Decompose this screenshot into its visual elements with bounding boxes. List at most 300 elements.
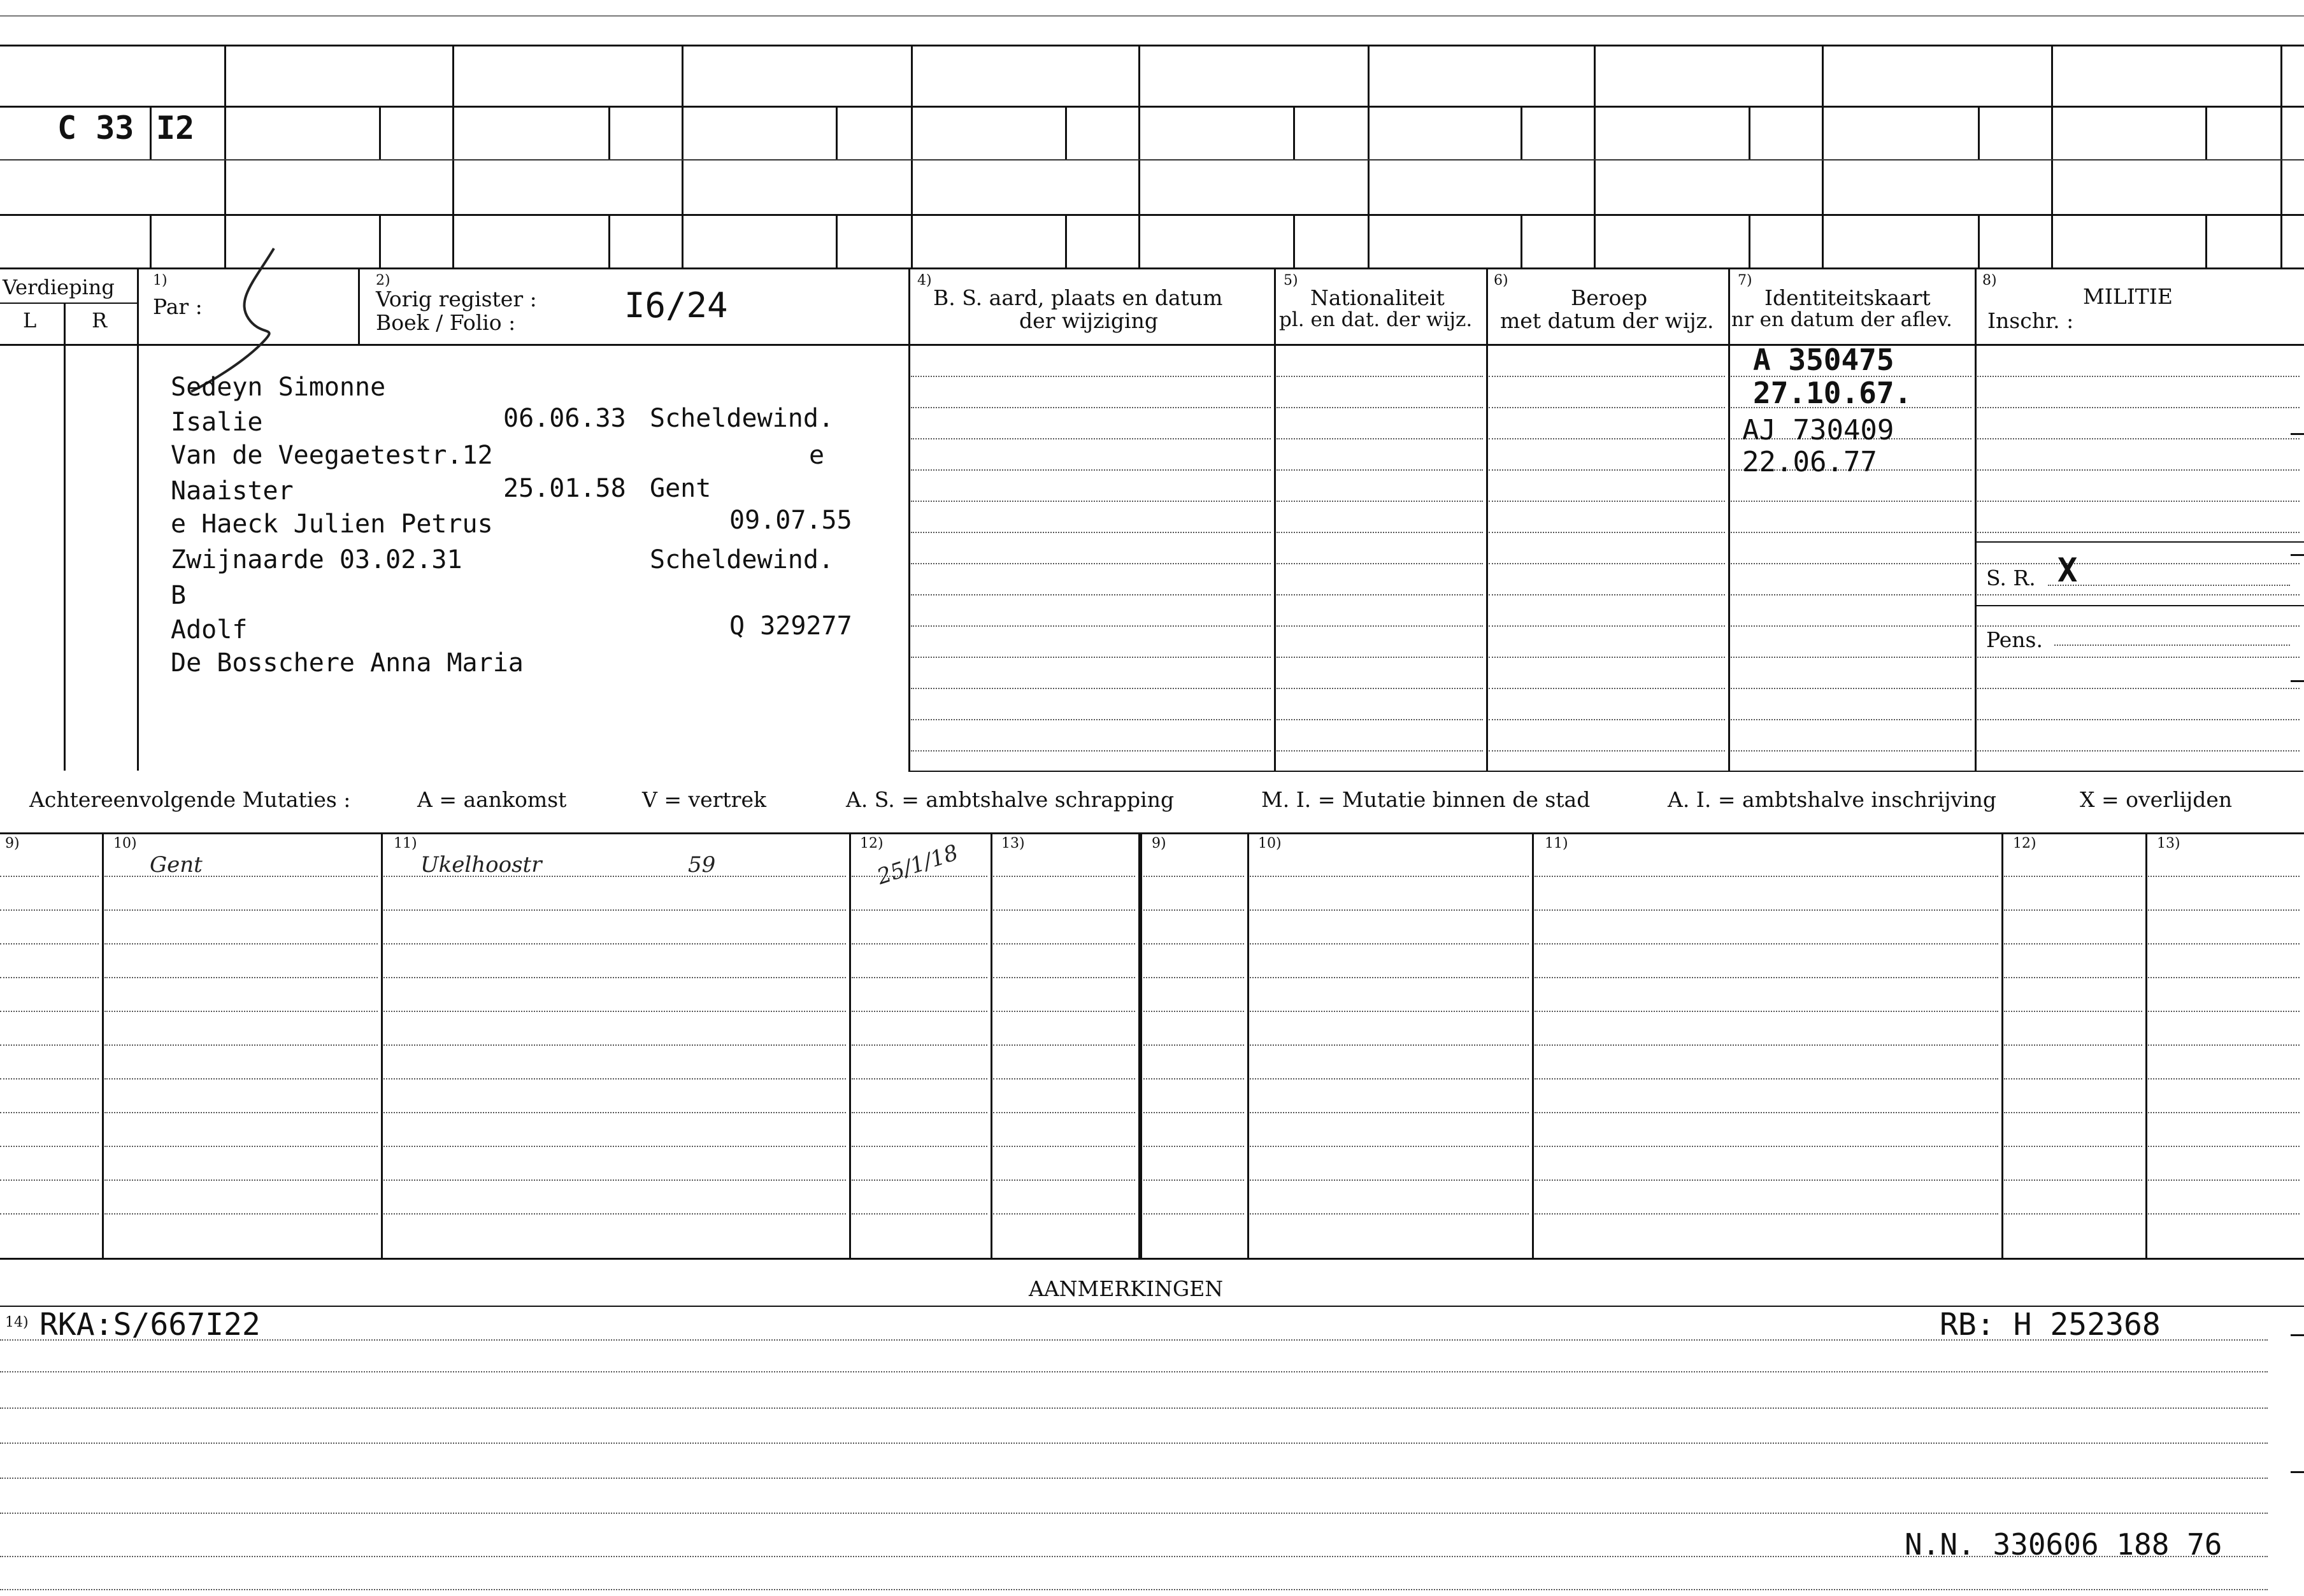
- ruled-line: [2148, 909, 2300, 911]
- ruled-line: [1143, 1078, 1244, 1079]
- address-note: e: [809, 441, 825, 470]
- top-grid-line: [0, 214, 2304, 216]
- ruled-line: [0, 1443, 2268, 1444]
- ruled-line: [1277, 438, 1483, 439]
- ruled-line: [1977, 407, 2300, 408]
- ruled-line: [1977, 719, 2300, 720]
- ruled-line: [1977, 750, 2300, 752]
- ruled-line: [911, 532, 1271, 533]
- aanmerkingen-title: AANMERKINGEN: [1029, 1276, 1224, 1301]
- ruled-line: [0, 977, 99, 978]
- top-grid-subdivider: [1065, 214, 1067, 267]
- col-number: 4): [917, 273, 932, 289]
- ruled-line: [1277, 688, 1483, 689]
- ruled-line: [852, 1146, 987, 1147]
- ruled-line: [993, 1078, 1135, 1079]
- ruled-line: [1535, 1078, 1998, 1079]
- body-bottom-line: [908, 771, 2303, 772]
- spouse-date: 09.07.55: [729, 506, 852, 535]
- col-divider: [137, 267, 139, 771]
- rka-reference: RKA:S/667I22: [39, 1307, 261, 1343]
- top-grid-subdivider: [2205, 106, 2207, 159]
- ruled-line: [2004, 1078, 2142, 1079]
- col-number: 11): [394, 836, 417, 851]
- vorig-register-label: Vorig register :: [376, 287, 537, 311]
- ruled-line: [2004, 1011, 2142, 1012]
- card-code-suffix: I2: [156, 110, 195, 146]
- register-value: I6/24: [624, 285, 728, 325]
- ruled-line: [1250, 1044, 1529, 1046]
- top-grid-subdivider: [836, 106, 838, 159]
- top-grid-line: [0, 106, 2304, 108]
- ruled-line: [1250, 1213, 1529, 1215]
- mutation-code-as: A. S. = ambtshalve schrapping: [846, 787, 1175, 812]
- ruled-line: [1489, 594, 1725, 595]
- ruled-line: [1277, 532, 1483, 533]
- ruled-line: [383, 1179, 846, 1181]
- ruled-line: [1731, 501, 1971, 502]
- ruled-line: [1489, 407, 1725, 408]
- ruled-line: [1489, 532, 1725, 533]
- ruled-line: [0, 1589, 2268, 1590]
- ruled-line: [911, 625, 1271, 627]
- ruled-line: [1535, 876, 1998, 877]
- ruled-line: [1277, 469, 1483, 471]
- ruled-line: [2148, 943, 2300, 944]
- ruled-line: [993, 1044, 1135, 1046]
- marriage-date: 25.01.58: [503, 474, 626, 503]
- top-grid-subdivider: [1978, 214, 1980, 267]
- top-grid-subdivider: [608, 106, 610, 159]
- top-grid-line: [0, 45, 2304, 46]
- top-grid-subdivider: [1293, 106, 1295, 159]
- edge-tick: [2291, 1471, 2304, 1473]
- ruled-line: [911, 438, 1271, 439]
- top-grid-line: [0, 159, 2304, 160]
- lower-col-divider: [1138, 832, 1142, 1258]
- ruled-line: [2004, 1146, 2142, 1147]
- ruled-line: [383, 1011, 846, 1012]
- ruled-line: [0, 1407, 2268, 1409]
- ruled-line: [852, 909, 987, 911]
- ruled-line: [104, 1112, 378, 1113]
- col-number: 13): [2157, 836, 2180, 851]
- lower-col-divider: [849, 832, 851, 1258]
- ruled-line: [1489, 563, 1725, 564]
- ruled-line: [2148, 1078, 2300, 1079]
- ruled-line: [852, 1112, 987, 1113]
- birth-date: 06.06.33: [503, 404, 626, 433]
- col-divider: [1486, 267, 1488, 771]
- ruled-line: [1977, 688, 2300, 689]
- ruled-line: [1250, 1179, 1529, 1181]
- ruled-line: [104, 977, 378, 978]
- header-bottom-line: [0, 344, 2304, 346]
- card-code: C 33: [57, 110, 134, 146]
- reference-number: Q 329277: [729, 611, 852, 641]
- ruled-line: [1977, 438, 2300, 439]
- ruled-line: [0, 1339, 2268, 1341]
- id-card-number: A 350475: [1753, 343, 1894, 377]
- ruled-line: [104, 876, 378, 877]
- ruled-line: [104, 943, 378, 944]
- ruled-line: [104, 1213, 378, 1215]
- ruled-line: [1250, 1112, 1529, 1113]
- col-divider: [64, 303, 66, 771]
- ruled-line: [1143, 1179, 1244, 1181]
- ruled-line: [0, 1146, 99, 1147]
- lower-col-divider: [2145, 832, 2147, 1258]
- ruled-line: [383, 943, 846, 944]
- ruled-line: [1489, 501, 1725, 502]
- mutaties-label: Achtereenvolgende Mutaties :: [29, 787, 351, 812]
- ruled-line: [1535, 943, 1998, 944]
- militie-line: [1975, 541, 2304, 543]
- top-grid-divider: [2280, 45, 2282, 267]
- ruled-line: [993, 1011, 1135, 1012]
- id-card-date: 27.10.67.: [1753, 376, 1912, 410]
- ruled-line: [2148, 1179, 2300, 1181]
- ruled-line: [1977, 376, 2300, 377]
- ruled-line: [2148, 1044, 2300, 1046]
- top-grid-line: [0, 267, 2304, 269]
- ruled-line: [852, 977, 987, 978]
- ruled-line: [0, 1011, 99, 1012]
- ruled-line: [1250, 977, 1529, 978]
- ruled-line: [1535, 1011, 1998, 1012]
- edge-tick: [2291, 1334, 2304, 1336]
- ruled-line: [0, 1044, 99, 1046]
- ruled-line: [1143, 943, 1244, 944]
- ruled-line: [911, 594, 1271, 595]
- verdieping-label: Verdieping: [3, 275, 115, 299]
- ruled-line: [0, 943, 99, 944]
- top-grid-subdivider: [1978, 106, 1980, 159]
- ruled-line: [1277, 750, 1483, 752]
- ruled-line: [104, 1078, 378, 1079]
- pens-label: Pens.: [1986, 627, 2043, 652]
- lower-col-divider: [1247, 832, 1249, 1258]
- floor-right-label: R: [92, 308, 108, 332]
- ruled-line: [993, 1179, 1135, 1181]
- ruled-line: [852, 1213, 987, 1215]
- ruled-line: [1277, 501, 1483, 502]
- ruled-line: [0, 1371, 2268, 1372]
- ruled-line: [0, 909, 99, 911]
- ruled-line: [1489, 657, 1725, 658]
- ruled-line: [383, 1146, 846, 1147]
- lower-table-bottom: [0, 1258, 2304, 1260]
- col-number: 10): [1258, 836, 1282, 851]
- top-grid-subdivider: [1293, 214, 1295, 267]
- ruled-line: [1731, 688, 1971, 689]
- ruled-line: [1143, 909, 1244, 911]
- ruled-line: [2148, 977, 2300, 978]
- ruled-line: [1250, 1078, 1529, 1079]
- ruled-line: [1277, 625, 1483, 627]
- ruled-line: [911, 407, 1271, 408]
- top-grid-subdivider: [1520, 106, 1522, 159]
- ruled-line: [1143, 1044, 1244, 1046]
- col-divider: [908, 267, 910, 771]
- ruled-line: [993, 909, 1135, 911]
- ruled-line: [1731, 532, 1971, 533]
- ruled-line: [2004, 876, 2142, 877]
- col-divider: [1728, 267, 1730, 771]
- ruled-line: [1277, 563, 1483, 564]
- ruled-line: [1143, 977, 1244, 978]
- col-divider: [358, 267, 360, 344]
- ruled-line: [1143, 1146, 1244, 1147]
- ruled-line: [911, 657, 1271, 658]
- lower-col-divider: [381, 832, 383, 1258]
- top-grid-subdivider: [150, 214, 152, 267]
- ruled-line: [0, 1556, 2268, 1557]
- id-card-number: AJ 730409: [1742, 414, 1894, 446]
- ruled-line: [383, 1213, 846, 1215]
- ruled-line: [2004, 1112, 2142, 1113]
- ruled-line: [104, 1179, 378, 1181]
- ruled-line: [0, 876, 99, 877]
- floor-left-label: L: [23, 308, 37, 332]
- edge-tick: [2291, 433, 2304, 435]
- ruled-line: [0, 1078, 99, 1079]
- ruled-line: [1277, 657, 1483, 658]
- ruled-line: [1977, 563, 2300, 564]
- id-card-date: 22.06.77: [1742, 446, 1877, 478]
- col-number: 11): [1545, 836, 1568, 851]
- ruled-line: [2148, 1213, 2300, 1215]
- mutation-place: Gent: [150, 852, 203, 878]
- ruled-line: [0, 1213, 99, 1215]
- ruled-line: [1977, 657, 2300, 658]
- col-number: 12): [2013, 836, 2036, 851]
- ruled-line: [993, 1213, 1135, 1215]
- ruled-line: [1535, 1179, 1998, 1181]
- top-grid-divider: [224, 45, 226, 267]
- ruled-line: [2004, 977, 2142, 978]
- ruled-line: [1731, 594, 1971, 595]
- col-number: 8): [1982, 273, 1997, 289]
- ruled-line: [993, 876, 1135, 877]
- ruled-line: [1535, 909, 1998, 911]
- bs-label: der wijziging: [1019, 308, 1158, 333]
- mutation-code-x: X = overlijden: [2080, 787, 2233, 812]
- ruled-line: [1535, 977, 1998, 978]
- top-grid-subdivider: [379, 106, 381, 159]
- ruled-line: [1489, 625, 1725, 627]
- ruled-line: [1489, 719, 1725, 720]
- ruled-line: [2148, 1146, 2300, 1147]
- top-grid-divider: [1368, 45, 1370, 267]
- ruled-line: [852, 1011, 987, 1012]
- marriage-place: Gent: [650, 474, 712, 503]
- top-grid-subdivider: [1520, 214, 1522, 267]
- birth-place: Scheldewind.: [650, 404, 834, 433]
- mutation-code-v: V = vertrek: [642, 787, 766, 812]
- ruled-line: [104, 1044, 378, 1046]
- spouse-birth: Zwijnaarde 03.02.31: [171, 545, 462, 574]
- ruled-line: [0, 1112, 99, 1113]
- ruled-line: [911, 719, 1271, 720]
- ruled-line: [2004, 1044, 2142, 1046]
- mutation-number: 59: [688, 852, 716, 878]
- ruled-line: [1143, 1011, 1244, 1012]
- ruled-line: [993, 943, 1135, 944]
- col-number: 13): [1001, 836, 1025, 851]
- person-line: Isalie: [171, 408, 263, 437]
- ruled-line: [1977, 501, 2300, 502]
- edge-tick: [2291, 680, 2304, 682]
- lower-col-divider: [1532, 832, 1534, 1258]
- top-grid-subdivider: [836, 214, 838, 267]
- ruled-line: [993, 1146, 1135, 1147]
- inschr-label: Inschr. :: [1987, 308, 2074, 333]
- verdieping-underline: [0, 303, 137, 304]
- bs-label: B. S. aard, plaats en datum: [933, 285, 1223, 310]
- ruled-line: [993, 977, 1135, 978]
- ruled-line: [1143, 1213, 1244, 1215]
- ruled-line: [1977, 625, 2300, 627]
- ruled-line: [2004, 1179, 2142, 1181]
- pens-line: [2054, 645, 2290, 646]
- ruled-line: [911, 563, 1271, 564]
- top-grid-subdivider: [1065, 106, 1067, 159]
- militie-line: [1975, 605, 2304, 606]
- top-edge: [0, 15, 2304, 17]
- militie-label: MILITIE: [2083, 284, 2173, 309]
- ruled-line: [1731, 719, 1971, 720]
- col-number: 6): [1494, 273, 1508, 289]
- top-grid-divider: [682, 45, 683, 267]
- spouse-place: Scheldewind.: [650, 545, 834, 574]
- col-number: 10): [113, 836, 137, 851]
- top-grid-subdivider: [379, 214, 381, 267]
- ruled-line: [383, 1044, 846, 1046]
- ruled-line: [104, 1011, 378, 1012]
- ruled-line: [1489, 438, 1725, 439]
- ruled-line: [383, 977, 846, 978]
- mother-name: De Bosschere Anna Maria: [171, 648, 524, 678]
- ruled-line: [1489, 469, 1725, 471]
- ruled-line: [1731, 657, 1971, 658]
- father-name: Adolf: [171, 615, 248, 645]
- ruled-line: [2004, 1213, 2142, 1215]
- sr-value: X: [2057, 552, 2078, 590]
- ruled-line: [1535, 1112, 1998, 1113]
- sr-label: S. R.: [1986, 566, 2036, 590]
- nationaliteit-label: pl. en dat. der wijz.: [1279, 308, 1473, 331]
- top-grid-divider: [1138, 45, 1140, 267]
- rb-reference: RB: H 252368: [1940, 1307, 2161, 1343]
- ruled-line: [911, 750, 1271, 752]
- top-grid-subdivider: [2205, 214, 2207, 267]
- mutation-date: 25/1/18: [874, 839, 962, 890]
- ruled-line: [2148, 1011, 2300, 1012]
- col-number: 12): [860, 836, 884, 851]
- ruled-line: [1731, 750, 1971, 752]
- col-number: 14): [5, 1315, 29, 1330]
- boek-folio-label: Boek / Folio :: [376, 310, 516, 335]
- ruled-line: [1489, 376, 1725, 377]
- ruled-line: [1535, 1213, 1998, 1215]
- top-grid-subdivider: [1749, 214, 1750, 267]
- lower-col-divider: [2001, 832, 2003, 1258]
- top-grid-divider: [2051, 45, 2053, 267]
- ruled-line: [1277, 594, 1483, 595]
- ruled-line: [852, 1179, 987, 1181]
- edge-tick: [2291, 554, 2304, 556]
- col-number: 1): [153, 273, 168, 289]
- mutation-address: Ukelhoostr: [420, 852, 542, 878]
- handwritten-mark: [185, 242, 312, 395]
- ruled-line: [1143, 876, 1244, 877]
- ruled-line: [383, 909, 846, 911]
- ruled-line: [0, 1513, 2268, 1514]
- id-card-label: nr en datum der aflev.: [1731, 308, 1952, 331]
- person-line: B: [171, 581, 187, 610]
- ruled-line: [0, 1179, 99, 1181]
- id-card-label: Identiteitskaart: [1764, 285, 1931, 310]
- beroep-label: met datum der wijz.: [1500, 308, 1714, 333]
- ruled-line: [1731, 563, 1971, 564]
- ruled-line: [911, 376, 1271, 377]
- col-number: 9): [5, 836, 20, 851]
- ruled-line: [911, 688, 1271, 689]
- mutation-code-a: A = aankomst: [417, 787, 567, 812]
- col-number: 2): [376, 273, 390, 289]
- ruled-line: [911, 469, 1271, 471]
- mutation-code-ai: A. I. = ambtshalve inschrijving: [1668, 787, 1997, 812]
- ruled-line: [911, 501, 1271, 502]
- lower-table-top: [0, 832, 2304, 834]
- occupation: Naaister: [171, 476, 294, 506]
- lower-col-divider: [102, 832, 104, 1258]
- top-grid-subdivider: [608, 214, 610, 267]
- sr-line: [2048, 585, 2290, 586]
- ruled-line: [2004, 909, 2142, 911]
- ruled-line: [104, 909, 378, 911]
- ruled-line: [2148, 876, 2300, 877]
- lower-col-divider: [991, 832, 992, 1258]
- top-grid-divider: [1594, 45, 1596, 267]
- spouse: e Haeck Julien Petrus: [171, 509, 493, 539]
- par-label: Par :: [153, 294, 203, 319]
- col-divider: [1274, 267, 1276, 771]
- top-grid-subdivider: [1749, 106, 1750, 159]
- ruled-line: [0, 1478, 2268, 1479]
- top-grid-subdivider: [150, 106, 152, 159]
- ruled-line: [2004, 943, 2142, 944]
- ruled-line: [1731, 625, 1971, 627]
- ruled-line: [1250, 909, 1529, 911]
- ruled-line: [383, 1112, 846, 1113]
- ruled-line: [104, 1146, 378, 1147]
- ruled-line: [1250, 943, 1529, 944]
- col-divider: [1975, 267, 1977, 771]
- top-grid-divider: [452, 45, 454, 267]
- ruled-line: [1977, 532, 2300, 533]
- ruled-line: [852, 1044, 987, 1046]
- col-number: 9): [1152, 836, 1166, 851]
- ruled-line: [1977, 469, 2300, 471]
- national-number: N.N. 330606 188 76: [1905, 1527, 2222, 1562]
- beroep-label: Beroep: [1571, 285, 1648, 310]
- mutation-code-mi: M. I. = Mutatie binnen de stad: [1261, 787, 1591, 812]
- top-grid-divider: [1822, 45, 1824, 267]
- ruled-line: [1143, 1112, 1244, 1113]
- ruled-line: [993, 1112, 1135, 1113]
